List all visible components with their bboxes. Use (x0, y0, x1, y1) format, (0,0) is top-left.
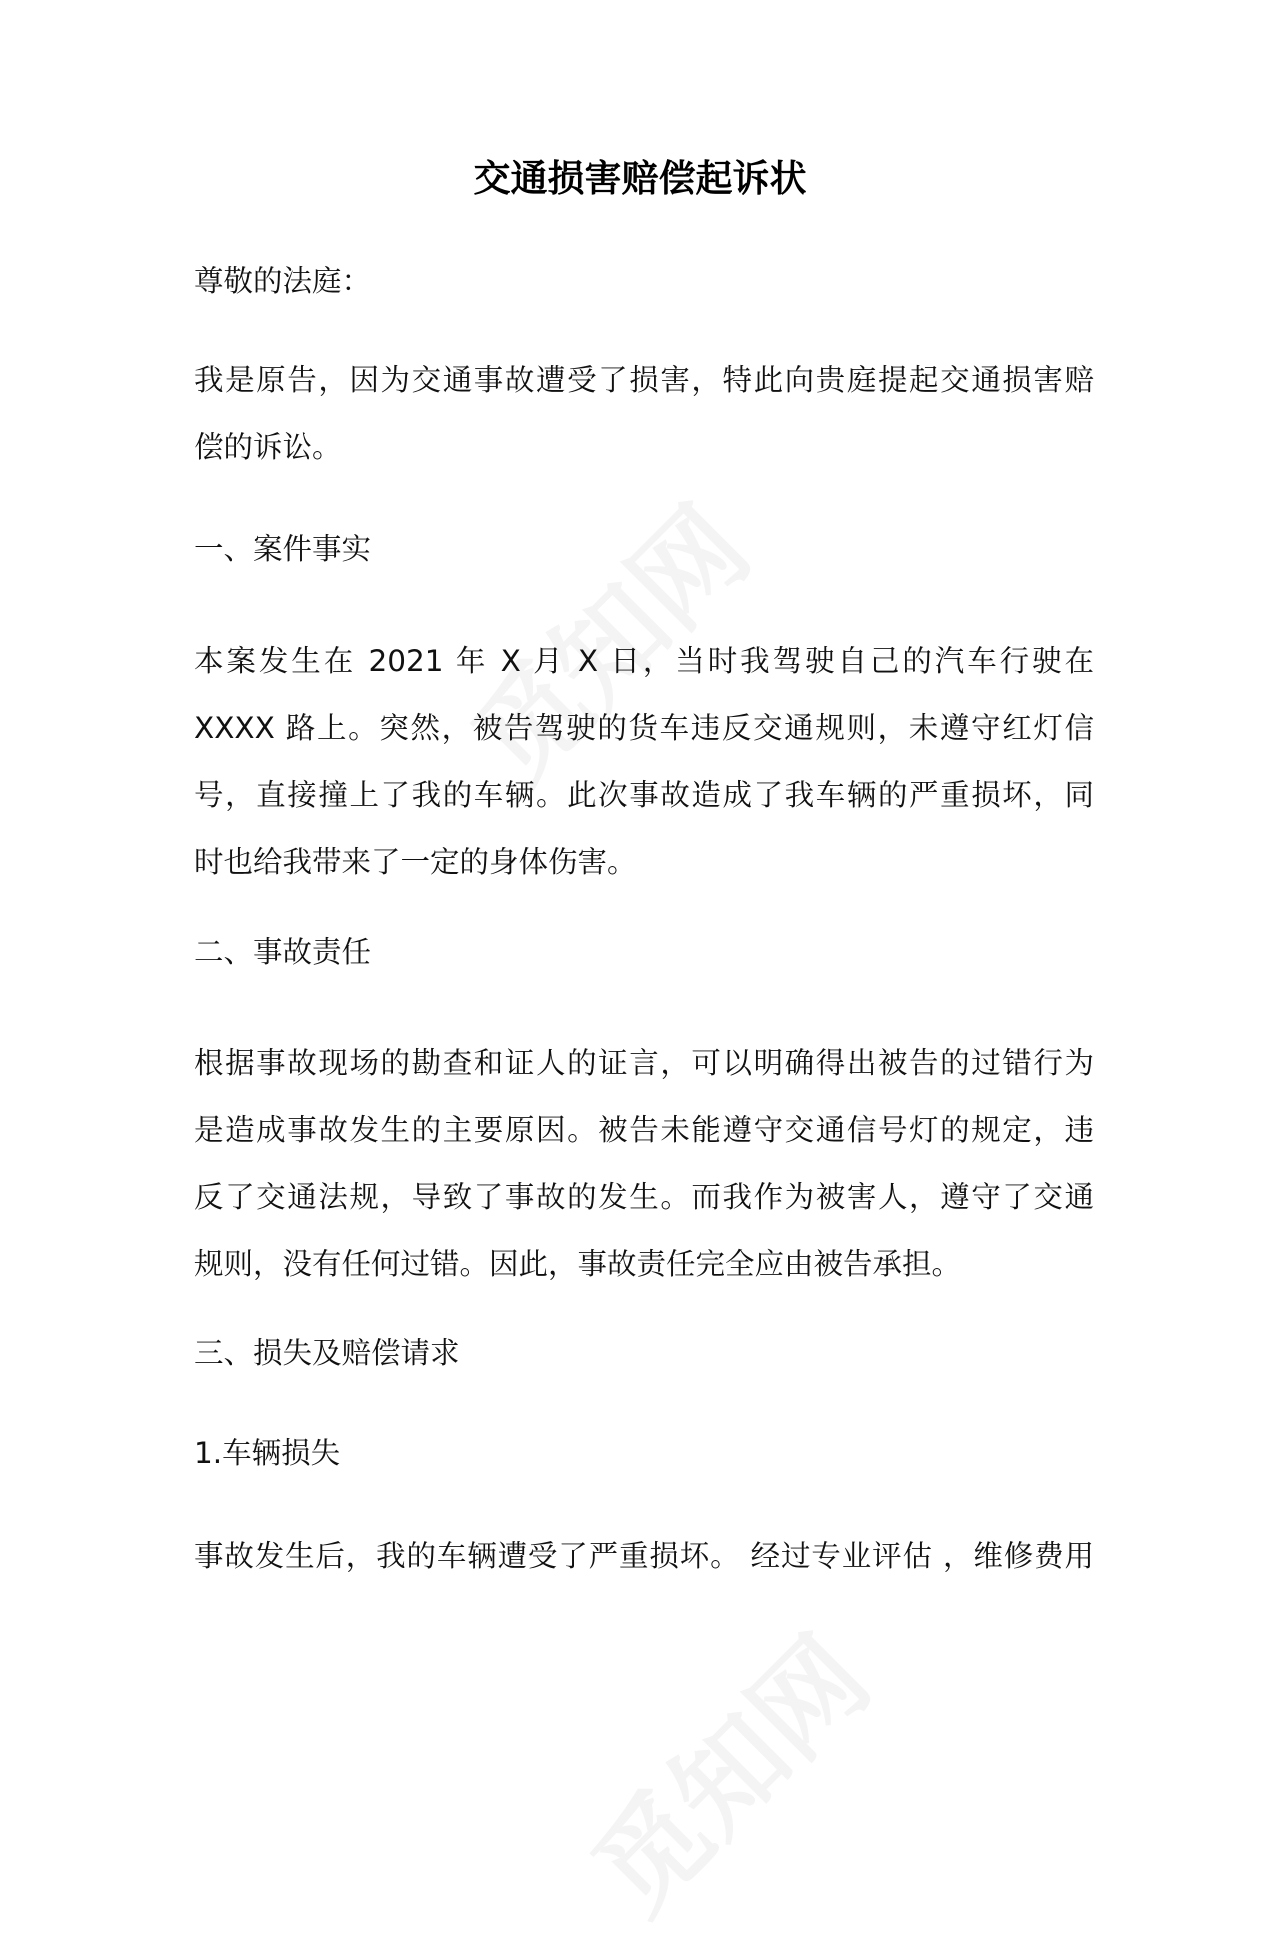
paragraph-line: XXXX 路上。突然，被告驾驶的货车违反交通规则，未遵守红灯信 (194, 711, 1094, 745)
paragraph-line: 我是原告，因为交通事故遭受了损害，特此向贵庭提起交通损害赔 (194, 363, 1094, 397)
paragraph-line: 反了交通法规，导致了事故的发生。而我作为被害人，遵守了交通 (194, 1180, 1094, 1214)
paragraph-line: 规则，没有任何过错。因此，事故责任完全应由被告承担。 (194, 1247, 962, 1281)
intro-paragraph (194, 347, 1094, 481)
paragraph-line: 偿的诉讼。 (194, 430, 342, 464)
paragraph-line: 本案发生在 2021 年 X 月 X 日，当时我驾驶自己的汽车行驶在 (194, 644, 1094, 678)
liability-paragraph (194, 1030, 1094, 1298)
section-heading: 一、案件事实 (194, 532, 372, 566)
paragraph-line: 是造成事故发生的主要原因。被告未能遵守交通信号灯的规定，违 (194, 1113, 1094, 1147)
damages-paragraph (194, 1523, 1094, 1590)
paragraph-line: 号，直接撞上了我的车辆。此次事故造成了我车辆的严重损坏，同 (194, 778, 1094, 812)
paragraph-line: 事故发生后，我的车辆遭受了严重损坏。 经过专业评估 ，维修费用 (194, 1539, 1094, 1573)
paragraph-line: 时也给我带来了一定的身体伤害。 (194, 845, 637, 879)
section-heading: 二、事故责任 (194, 935, 372, 969)
sub-heading: 1.车辆损失 (194, 1436, 341, 1470)
facts-paragraph (194, 628, 1094, 896)
section-heading: 三、损失及赔偿请求 (194, 1336, 460, 1370)
salutation: 尊敬的法庭： (194, 264, 372, 298)
paragraph-line: 根据事故现场的勘查和证人的证言，可以明确得出被告的过错行为 (194, 1046, 1094, 1080)
watermark (552, 1596, 897, 1941)
document-title: 交通损害赔偿起诉状 (473, 157, 807, 200)
